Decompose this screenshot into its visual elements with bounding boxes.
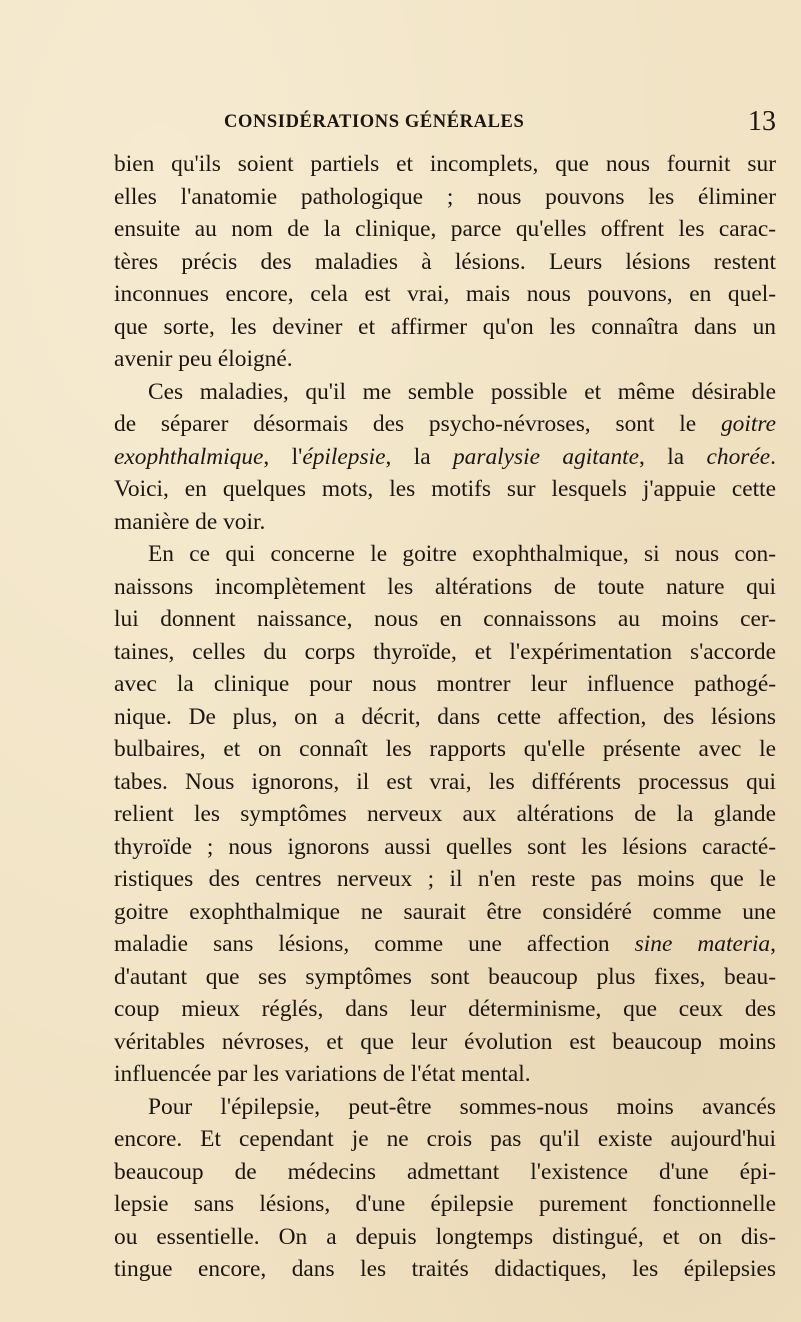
text-line: tingue encore, dans les traités didactiques, les épilepsies: [114, 1256, 776, 1282]
text-line: naissons incomplètement les altérations de toute nature qui: [114, 573, 776, 600]
body-text: [114, 148, 776, 1286]
text-line: avec la clinique pour nous montrer leur influence pathogé-: [114, 671, 776, 697]
text-line: thyroïde ; nous ignorons aussi quelles sont les lésions caracté-: [114, 833, 776, 860]
text-line: encore. Et cependant je ne crois pas qu'il existe aujourd'hui: [114, 1126, 776, 1152]
text-line: manière de voir.: [114, 508, 266, 535]
text-line: beaucoup de médecins admettant l'existence d'une épi-: [114, 1158, 776, 1185]
text-line: taines, celles du corps thyroïde, et l'expérimentation s'accorde: [114, 638, 776, 665]
italic-term: sine materia: [634, 931, 771, 957]
running-head: [114, 106, 776, 140]
text-line: elles l'anatomie pathologique ; nous pouvons les éliminer: [114, 183, 776, 210]
text-line: bien qu'ils soient partiels et incomplets, que nous fournit sur: [114, 151, 776, 177]
text-line: En ce qui concerne le goitre exophthalmique, si nous con-: [148, 541, 776, 567]
running-head-title: CONSIDÉRATIONS GÉNÉRALES: [224, 112, 525, 132]
text-line: maladie sans lésions, comme une affection sine materia,: [114, 931, 776, 957]
text-line: Pour l'épilepsie, peut-être sommes-nous moins avancés: [148, 1093, 776, 1120]
italic-term: exophthalmique: [114, 443, 264, 470]
text-line: ou essentielle. On a depuis longtemps distingué, et on dis-: [114, 1223, 776, 1250]
text-line: Ces maladies, qu'il me semble possible et même désirable: [148, 378, 776, 405]
italic-term: paralysie agitante: [452, 443, 640, 470]
text-line: exophthalmique, l'épilepsie, la paralysie agitante, la chorée.: [114, 443, 776, 470]
text-line: tères précis des maladies à lésions. Leurs lésions restent: [114, 248, 776, 275]
text-line: d'autant que ses symptômes sont beaucoup plus fixes, beau-: [114, 963, 776, 990]
text-line: ristiques des centres nerveux ; il n'en reste pas moins que le: [114, 866, 776, 892]
text-line: véritables névroses, et que leur évolution est beaucoup moins: [114, 1028, 776, 1055]
text-line: tabes. Nous ignorons, il est vrai, les différents processus qui: [114, 768, 776, 795]
text-line: coup mieux réglés, dans leur déterminisme, que ceux des: [114, 996, 776, 1022]
italic-term: chorée: [706, 443, 771, 470]
text-line: Voici, en quelques mots, les motifs sur lesquels j'appuie cette: [114, 476, 776, 502]
text-line: goitre exophthalmique ne saurait être considéré comme une: [114, 898, 776, 925]
text-line: lepsie sans lésions, d'une épilepsie purement fonctionnelle: [114, 1191, 776, 1217]
text-line: inconnues encore, cela est vrai, mais nous pouvons, en quel-: [114, 281, 776, 307]
text-line: bulbaires, et on connaît les rapports qu'elle présente avec le: [114, 736, 776, 762]
text-line: ensuite au nom de la clinique, parce qu'elles offrent les carac-: [114, 216, 776, 242]
text-line: lui donnent naissance, nous en connaissons au moins cer-: [114, 606, 776, 632]
text-line: avenir peu éloigné.: [114, 346, 293, 372]
text-line: influencée par les variations de l'état mental.: [114, 1061, 531, 1087]
text-line: nique. De plus, on a décrit, dans cette affection, des lésions: [114, 703, 776, 730]
text-line: de séparer désormais des psycho-névroses, sont le goitre: [114, 411, 776, 437]
text-line: que sorte, les deviner et affirmer qu'on les connaîtra dans un: [114, 313, 776, 340]
italic-term: goitre: [720, 411, 776, 437]
italic-term: épilepsie: [302, 443, 386, 470]
text-line: relient les symptômes nerveux aux altérations de la glande: [114, 801, 776, 827]
page-number: 13: [748, 106, 776, 137]
